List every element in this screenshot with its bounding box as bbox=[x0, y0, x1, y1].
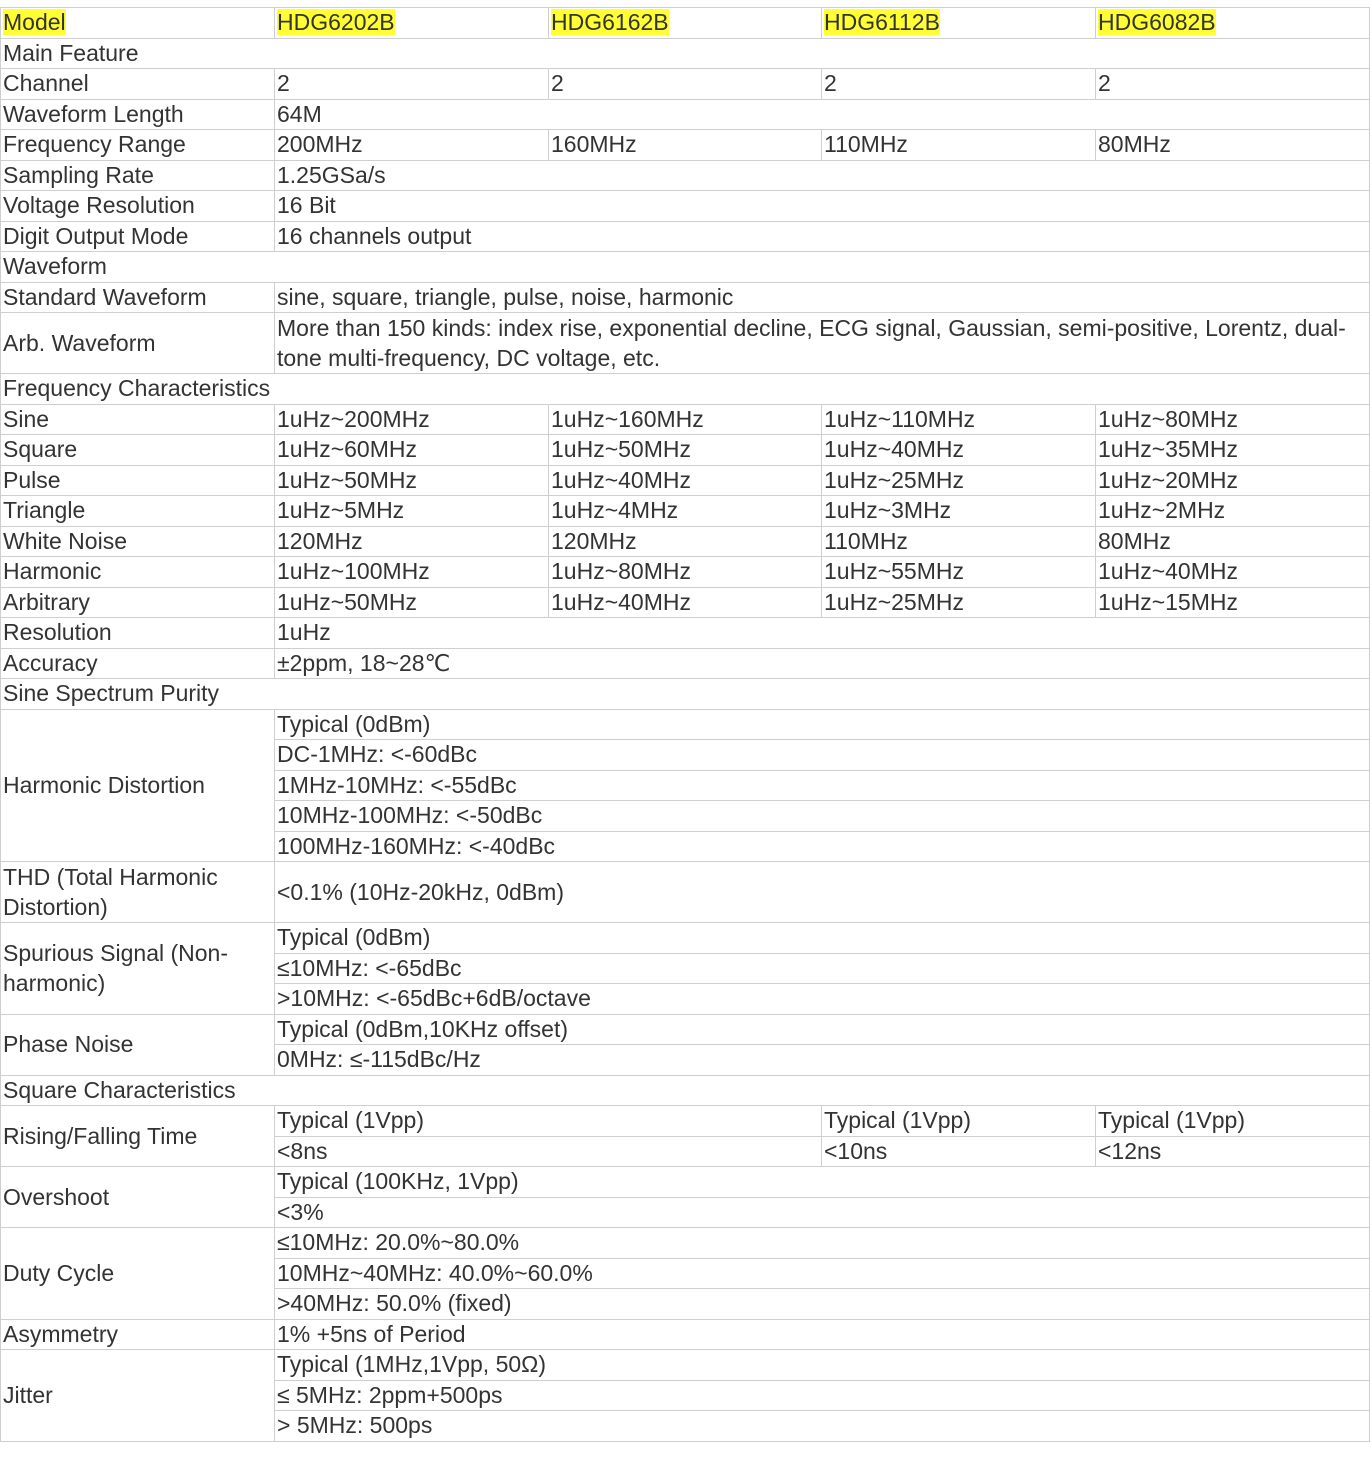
model-cell bbox=[275, 8, 549, 39]
value-cell: 1.25GSa/s bbox=[275, 160, 1370, 191]
spec-row-channel bbox=[1, 69, 1370, 100]
value-cell: 1uHz~25MHz bbox=[822, 587, 1096, 618]
value-cell: 1uHz~40MHz bbox=[549, 587, 822, 618]
value-cell: 1uHz~200MHz bbox=[275, 404, 549, 435]
value-cell: 160MHz bbox=[549, 130, 822, 161]
value-cell: 2 bbox=[549, 69, 822, 100]
spec-row-white-noise bbox=[1, 526, 1370, 557]
row-label: Triangle bbox=[1, 496, 275, 527]
row-label: Resolution bbox=[1, 618, 275, 649]
value-cell: 100MHz-160MHz: <-40dBc bbox=[275, 831, 1370, 862]
value-cell: 110MHz bbox=[822, 130, 1096, 161]
value-cell: 200MHz bbox=[275, 130, 549, 161]
row-label: Arb. Waveform bbox=[1, 313, 275, 374]
row-label: Digit Output Mode bbox=[1, 221, 275, 252]
value-cell: >40MHz: 50.0% (fixed) bbox=[275, 1289, 1370, 1320]
section-row bbox=[1, 679, 1370, 710]
value-cell: 0MHz: ≤-115dBc/Hz bbox=[275, 1045, 1370, 1076]
row-label: White Noise bbox=[1, 526, 275, 557]
value-cell: 1uHz~40MHz bbox=[822, 435, 1096, 466]
row-label: THD (Total Harmonic Distortion) bbox=[1, 862, 275, 923]
value-cell: ≤ 5MHz: 2ppm+500ps bbox=[275, 1380, 1370, 1411]
value-cell: ±2ppm, 18~28℃ bbox=[275, 648, 1370, 679]
value-cell: 1uHz~35MHz bbox=[1096, 435, 1370, 466]
row-label: Voltage Resolution bbox=[1, 191, 275, 222]
spec-row-voltage-resolution bbox=[1, 191, 1370, 222]
value-cell: 1uHz~160MHz bbox=[549, 404, 822, 435]
value-cell: ≤10MHz: 20.0%~80.0% bbox=[275, 1228, 1370, 1259]
section-row bbox=[1, 1075, 1370, 1106]
value-cell: 16 channels output bbox=[275, 221, 1370, 252]
value-cell: 120MHz bbox=[275, 526, 549, 557]
spec-row-arb-waveform bbox=[1, 313, 1370, 374]
spec-row-duty-cycle bbox=[1, 1228, 1370, 1259]
value-cell: <3% bbox=[275, 1197, 1370, 1228]
section-title: Waveform bbox=[1, 252, 1370, 283]
model-cell bbox=[822, 8, 1096, 39]
value-cell: 1uHz~50MHz bbox=[549, 435, 822, 466]
spec-row-sampling-rate bbox=[1, 160, 1370, 191]
model-name: HDG6202B bbox=[277, 9, 395, 36]
value-cell: <0.1% (10Hz-20kHz, 0dBm) bbox=[275, 862, 1370, 923]
spec-row-standard-waveform bbox=[1, 282, 1370, 313]
spec-row-sine bbox=[1, 404, 1370, 435]
spec-row-triangle bbox=[1, 496, 1370, 527]
value-cell: 1uHz~15MHz bbox=[1096, 587, 1370, 618]
section-title: Square Characteristics bbox=[1, 1075, 1370, 1106]
value-cell: Typical (1MHz,1Vpp, 50Ω) bbox=[275, 1350, 1370, 1381]
spec-row-phase-noise bbox=[1, 1014, 1370, 1045]
value-cell: 1uHz~40MHz bbox=[1096, 557, 1370, 588]
spec-row-pulse bbox=[1, 465, 1370, 496]
row-label: Asymmetry bbox=[1, 1319, 275, 1350]
row-label: Overshoot bbox=[1, 1167, 275, 1228]
spec-row-asymmetry bbox=[1, 1319, 1370, 1350]
value-cell: Typical (0dBm) bbox=[275, 709, 1370, 740]
value-cell: 1uHz~3MHz bbox=[822, 496, 1096, 527]
spec-row-thd bbox=[1, 862, 1370, 923]
spec-row-harmonic-distortion bbox=[1, 709, 1370, 740]
value-cell: sine, square, triangle, pulse, noise, harmonic bbox=[275, 282, 1370, 313]
value-cell: 64M bbox=[275, 99, 1370, 130]
model-name: HDG6162B bbox=[551, 9, 669, 36]
row-label: Accuracy bbox=[1, 648, 275, 679]
model-name: HDG6082B bbox=[1098, 9, 1216, 36]
row-label: Phase Noise bbox=[1, 1014, 275, 1075]
value-cell: 1uHz~5MHz bbox=[275, 496, 549, 527]
row-label: Duty Cycle bbox=[1, 1228, 275, 1320]
value-cell: 1MHz-10MHz: <-55dBc bbox=[275, 770, 1370, 801]
row-label: Sampling Rate bbox=[1, 160, 275, 191]
value-cell: 10MHz~40MHz: 40.0%~60.0% bbox=[275, 1258, 1370, 1289]
row-label: Channel bbox=[1, 69, 275, 100]
section-title: Main Feature bbox=[1, 38, 1370, 69]
spec-row-square bbox=[1, 435, 1370, 466]
section-row bbox=[1, 252, 1370, 283]
value-cell: 110MHz bbox=[822, 526, 1096, 557]
value-cell: 1% +5ns of Period bbox=[275, 1319, 1370, 1350]
value-cell: 80MHz bbox=[1096, 130, 1370, 161]
spec-row-rising-falling-time bbox=[1, 1106, 1370, 1137]
value-cell: 1uHz~55MHz bbox=[822, 557, 1096, 588]
value-cell: 1uHz~2MHz bbox=[1096, 496, 1370, 527]
value-cell: 1uHz~25MHz bbox=[822, 465, 1096, 496]
value-cell: <10ns bbox=[822, 1136, 1096, 1167]
spec-row-frequency-range bbox=[1, 130, 1370, 161]
value-cell: 16 Bit bbox=[275, 191, 1370, 222]
row-label: Spurious Signal (Non-harmonic) bbox=[1, 923, 275, 1015]
value-cell: 1uHz~60MHz bbox=[275, 435, 549, 466]
row-label: Arbitrary bbox=[1, 587, 275, 618]
value-cell: 10MHz-100MHz: <-50dBc bbox=[275, 801, 1370, 832]
value-cell: DC-1MHz: <-60dBc bbox=[275, 740, 1370, 771]
row-label: Square bbox=[1, 435, 275, 466]
header-label-cell bbox=[1, 8, 275, 39]
row-label: Sine bbox=[1, 404, 275, 435]
spec-table bbox=[0, 7, 1370, 1442]
value-cell: Typical (0dBm) bbox=[275, 923, 1370, 954]
value-cell: Typical (1Vpp) bbox=[822, 1106, 1096, 1137]
model-cell bbox=[549, 8, 822, 39]
model-cell bbox=[1096, 8, 1370, 39]
row-label: Harmonic Distortion bbox=[1, 709, 275, 862]
spec-row-overshoot bbox=[1, 1167, 1370, 1198]
section-title: Frequency Characteristics bbox=[1, 374, 1370, 405]
value-cell: 2 bbox=[275, 69, 549, 100]
value-cell: 1uHz~110MHz bbox=[822, 404, 1096, 435]
value-cell: <12ns bbox=[1096, 1136, 1370, 1167]
section-title: Sine Spectrum Purity bbox=[1, 679, 1370, 710]
value-cell: Typical (0dBm,10KHz offset) bbox=[275, 1014, 1370, 1045]
model-label: Model bbox=[3, 9, 66, 36]
value-cell: 1uHz~100MHz bbox=[275, 557, 549, 588]
row-label: Waveform Length bbox=[1, 99, 275, 130]
value-cell: 2 bbox=[822, 69, 1096, 100]
row-label: Jitter bbox=[1, 1350, 275, 1442]
spec-row-accuracy bbox=[1, 648, 1370, 679]
value-cell: 120MHz bbox=[549, 526, 822, 557]
spec-row-spurious-signal bbox=[1, 923, 1370, 954]
value-cell: 1uHz bbox=[275, 618, 1370, 649]
spec-row-waveform-length bbox=[1, 99, 1370, 130]
section-row bbox=[1, 374, 1370, 405]
value-cell: 2 bbox=[1096, 69, 1370, 100]
model-name: HDG6112B bbox=[824, 9, 940, 36]
spec-row-arbitrary bbox=[1, 587, 1370, 618]
value-cell: 80MHz bbox=[1096, 526, 1370, 557]
value-cell: 1uHz~80MHz bbox=[549, 557, 822, 588]
value-cell: 1uHz~50MHz bbox=[275, 587, 549, 618]
row-label: Rising/Falling Time bbox=[1, 1106, 275, 1167]
value-cell: Typical (1Vpp) bbox=[275, 1106, 822, 1137]
spec-row-digit-output-mode bbox=[1, 221, 1370, 252]
value-cell: 1uHz~40MHz bbox=[549, 465, 822, 496]
value-cell: More than 150 kinds: index rise, exponential decline, ECG signal, Gaussian, semi-positive, Lorentz, dual-tone multi-frequency, DC voltage, etc. bbox=[275, 313, 1370, 374]
value-cell: ≤10MHz: <-65dBc bbox=[275, 953, 1370, 984]
spec-row-harmonic bbox=[1, 557, 1370, 588]
spec-row-jitter bbox=[1, 1350, 1370, 1381]
value-cell: 1uHz~4MHz bbox=[549, 496, 822, 527]
value-cell: >10MHz: <-65dBc+6dB/octave bbox=[275, 984, 1370, 1015]
section-row bbox=[1, 38, 1370, 69]
row-label: Standard Waveform bbox=[1, 282, 275, 313]
value-cell: Typical (1Vpp) bbox=[1096, 1106, 1370, 1137]
value-cell: Typical (100KHz, 1Vpp) bbox=[275, 1167, 1370, 1198]
value-cell: <8ns bbox=[275, 1136, 822, 1167]
row-label: Frequency Range bbox=[1, 130, 275, 161]
row-label: Harmonic bbox=[1, 557, 275, 588]
value-cell: 1uHz~50MHz bbox=[275, 465, 549, 496]
row-label: Pulse bbox=[1, 465, 275, 496]
value-cell: 1uHz~80MHz bbox=[1096, 404, 1370, 435]
header-row bbox=[1, 8, 1370, 39]
value-cell: > 5MHz: 500ps bbox=[275, 1411, 1370, 1442]
value-cell: 1uHz~20MHz bbox=[1096, 465, 1370, 496]
spec-row-resolution bbox=[1, 618, 1370, 649]
